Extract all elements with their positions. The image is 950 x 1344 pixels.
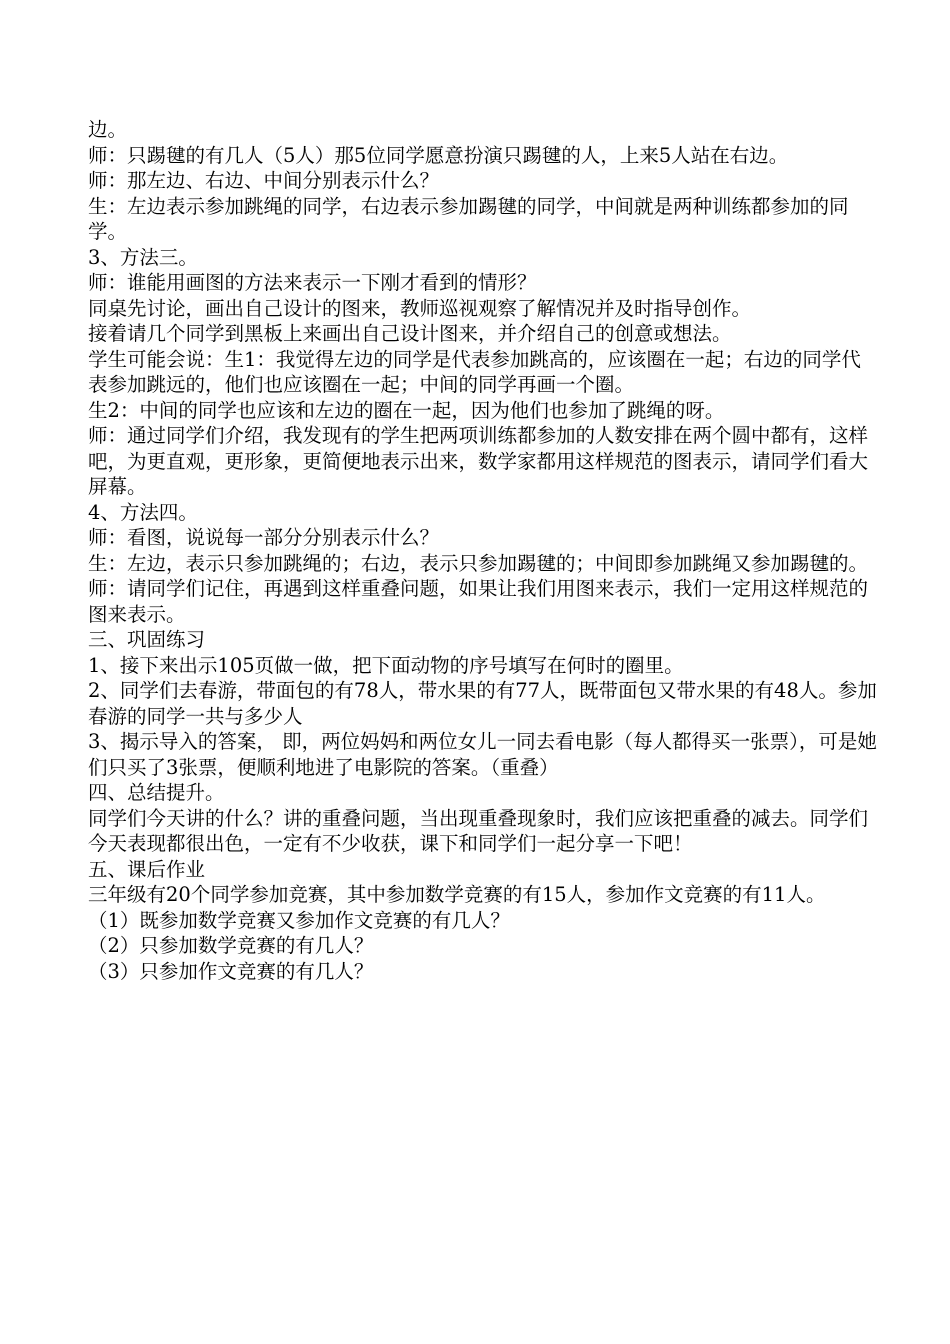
- text-line: 边。: [88, 118, 128, 141]
- text-line: 生：左边，表示只参加跳绳的；右边，表示只参加踢毽的；中间即参加跳绳又参加踢毽的。: [88, 551, 869, 575]
- text-line: 接着请几个同学到黑板上来画出自己设计图来，并介绍自己的创意或想法。: [88, 322, 732, 345]
- text-line: 生：左边表示参加跳绳的同学，右边表示参加踢毽的同学，中间就是两种训练都参加的同学。: [88, 194, 849, 243]
- exercise-item: 2、同学们去春游，带面包的有78人，带水果的有77人，既带面包又带水果的有48人。参加春游的同学一共与多少人: [88, 679, 877, 728]
- section-heading: 4、方法四。: [88, 500, 198, 524]
- section-heading: 3、方法三。: [88, 245, 198, 269]
- section-heading: 四、总结提升。: [88, 781, 225, 804]
- text-line: 师：只踢毽的有几人（5人）那5位同学愿意扮演只踢毽的人，上来5人站在右边。: [88, 143, 789, 167]
- text-line: 师：那左边、右边、中间分别表示什么？: [88, 169, 440, 192]
- text-line: 师：请同学们记住，再遇到这样重叠问题，如果让我们用图来表示，我们一定用这样规范的图来表示。: [88, 577, 869, 626]
- exercise-item: 3、揭示导入的答案， 即，两位妈妈和两位女儿一同去看电影（每人都得买一张票），可是她们只买了3张票，便顺利地进了电影院的答案。（重叠）: [88, 730, 877, 779]
- exercise-item: 1、接下来出示105页做一做，把下面动物的序号填写在何时的圈里。: [88, 653, 684, 677]
- text-line: 师：谁能用画图的方法来表示一下刚才看到的情形？: [88, 271, 537, 294]
- text-line: 学生可能会说：生1：我觉得左边的同学是代表参加跳高的，应该圈在一起；右边的同学代表参加跳远的，他们也应该圈在一起；中间的同学再画一个圈。: [88, 347, 861, 396]
- section-heading: 五、课后作业: [88, 857, 206, 881]
- homework-problem: 三年级有20个同学参加竞赛，其中参加数学竞赛的有15人，参加作文竞赛的有11人。: [88, 883, 826, 906]
- section-heading: 三、巩固练习: [88, 628, 206, 651]
- homework-question: （3）只参加作文竞赛的有几人？: [88, 959, 374, 983]
- homework-question: （1）既参加数学竞赛又参加作文竞赛的有几人？: [88, 908, 510, 932]
- text-line: 同学们今天讲的什么？讲的重叠问题，当出现重叠现象时，我们应该把重叠的减去。同学们今天表现都很出色，一定有不少收获，课下和同学们一起分享一下吧！: [88, 806, 869, 855]
- text-line: 师：通过同学们介绍，我发现有的学生把两项训练都参加的人数安排在两个圆中都有，这样吧，为更直观，更形象，更简便地表示出来，数学家都用这样规范的图表示，请同学们看大屏幕。: [88, 424, 869, 498]
- document-body: [88, 117, 878, 984]
- homework-question: （2）只参加数学竞赛的有几人？: [88, 934, 374, 957]
- text-line: 师：看图，说说每一部分分别表示什么？: [88, 526, 440, 549]
- text-line: 同桌先讨论，画出自己设计的图来，教师巡视观察了解情况并及时指导创作。: [88, 296, 752, 320]
- text-line: 生2：中间的同学也应该和左边的圈在一起，因为他们也参加了跳绳的呀。: [88, 398, 725, 422]
